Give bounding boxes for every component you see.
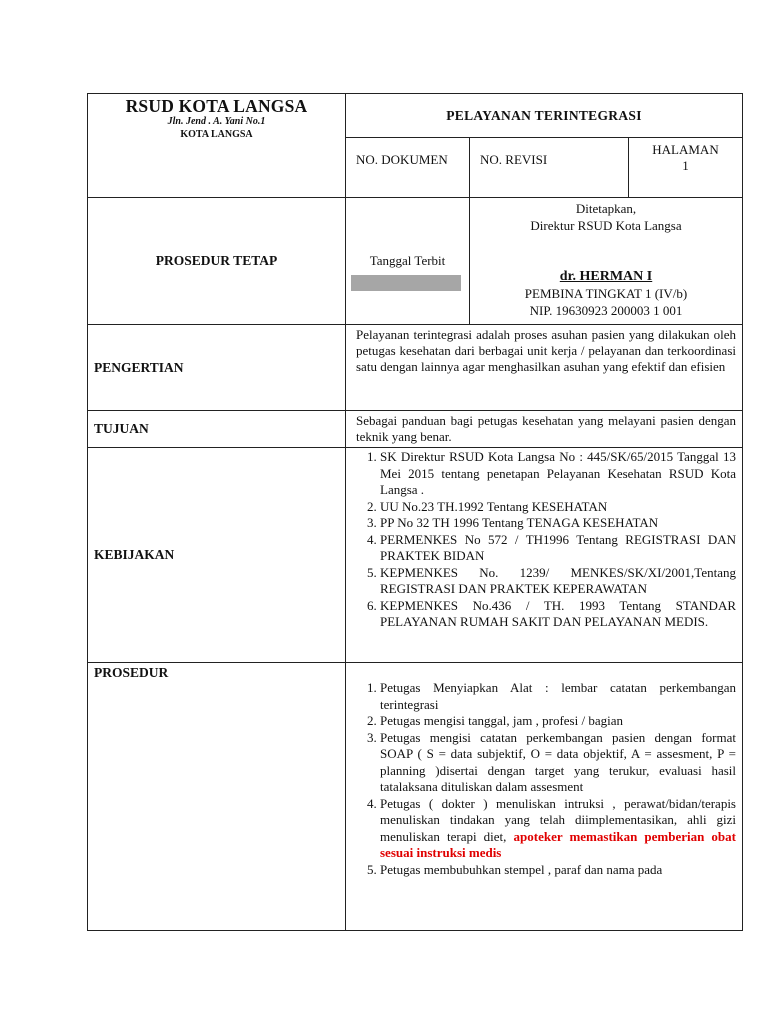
hospital-name: RSUD KOTA LANGSA	[125, 96, 308, 116]
prosedur-label: PROSEDUR	[88, 663, 346, 931]
prosedur-item-4	[380, 796, 736, 862]
page-cell	[629, 138, 743, 198]
document-title: PELAYANAN TERINTEGRASI	[346, 94, 743, 138]
revision-label: NO. REVISI	[470, 138, 629, 198]
hospital-address: Jln. Jend . A. Yani No.1	[167, 116, 266, 127]
director-nip: NIP. 19630923 200003 1 001	[529, 303, 683, 318]
procedure-type-label: PROSEDUR TETAP	[88, 198, 346, 325]
page-number: 1	[682, 158, 689, 173]
issue-date-label: Tanggal Terbit	[369, 253, 446, 268]
prosedur-item: 2. Petugas mengisi tanggal, jam , profesi / bagian	[380, 713, 736, 730]
tujuan-text: Sebagai panduan bagi petugas kesehatan yang melayani pasien dengan teknik yang benar.	[346, 411, 743, 448]
doc-number-label: NO. DOKUMEN	[346, 138, 470, 198]
prosedur-content	[346, 663, 743, 931]
prosedur-item: 3. Petugas mengisi catatan perkembangan pasien dengan format SOAP ( S = data subjektif, O = data objektif, A = assesment, P = planning )disertai dengan target yang terukur, evaluasi hasil tatalaksana dituliskan dalam assesment	[380, 730, 736, 796]
prosedur-item-4-highlight: apoteker memastikan pemberian obat sesuai instruksi medis	[380, 828, 736, 860]
prosedur-item-4-text: Petugas ( dokter ) menuliskan intruksi , perawat/bidan/terapis menuliskan tindakan yang telah diimplementasikan, ahli gizi menuliskan terapi diet,	[380, 795, 736, 844]
approval-cell	[470, 198, 743, 325]
hospital-city: KOTA LANGSA	[180, 129, 253, 140]
sop-table	[87, 93, 743, 931]
kebijakan-label: KEBIJAKAN	[88, 448, 346, 663]
kebijakan-item: 3. PP No 32 TH 1996 Tentang TENAGA KESEHATAN	[380, 515, 736, 532]
kebijakan-item: 4. PERMENKES No 572 / TH1996 Tentang REGISTRASI DAN PRAKTEK BIDAN	[380, 532, 736, 565]
approval-set-by: Ditetapkan,	[575, 201, 637, 216]
kebijakan-item: 5. KEPMENKES No. 1239/ MENKES/SK/XI/2001,Tentang REGISTRASI DAN PRAKTEK KEPERAWATAN	[380, 565, 736, 598]
prosedur-item: 1. Petugas Menyiapkan Alat : lembar catatan perkembangan terintegrasi	[380, 680, 736, 713]
page-label: HALAMAN	[652, 142, 719, 157]
hospital-identity	[88, 94, 346, 198]
director-name: dr. HERMAN I	[559, 269, 653, 284]
issue-date-cell	[346, 198, 470, 325]
kebijakan-item: 2. UU No.23 TH.1992 Tentang KESEHATAN	[380, 499, 736, 516]
kebijakan-item: 6. KEPMENKES No.436 / TH. 1993 Tentang STANDAR PELAYANAN RUMAH SAKIT DAN PELAYANAN MEDIS.	[380, 598, 736, 631]
approval-director-title: Direktur RSUD Kota Langsa	[530, 218, 682, 233]
kebijakan-content	[346, 448, 743, 663]
issue-date-redacted	[351, 275, 461, 291]
kebijakan-item: 1. SK Direktur RSUD Kota Langsa No : 445/SK/65/2015 Tanggal 13 Mei 2015 tentang penetapan Pelayanan Kesehatan RSUD Kota Langsa .	[380, 449, 736, 499]
sop-document	[87, 93, 742, 929]
pengertian-text: Pelayanan terintegrasi adalah proses asuhan pasien yang dilakukan oleh petugas kesehatan dari berbagai unit kerja / pelayanan dan terkoordinasi satu dengan lainnya agar menghasilkan asuhan yang efektif dan efisien	[346, 325, 743, 411]
prosedur-list	[346, 680, 742, 878]
pengertian-label: PENGERTIAN	[88, 325, 346, 411]
director-rank: PEMBINA TINGKAT 1 (IV/b)	[524, 286, 688, 301]
prosedur-item: 5. Petugas membubuhkan stempel , paraf dan nama pada	[380, 862, 736, 879]
kebijakan-list	[346, 449, 742, 631]
tujuan-label: TUJUAN	[88, 411, 346, 448]
